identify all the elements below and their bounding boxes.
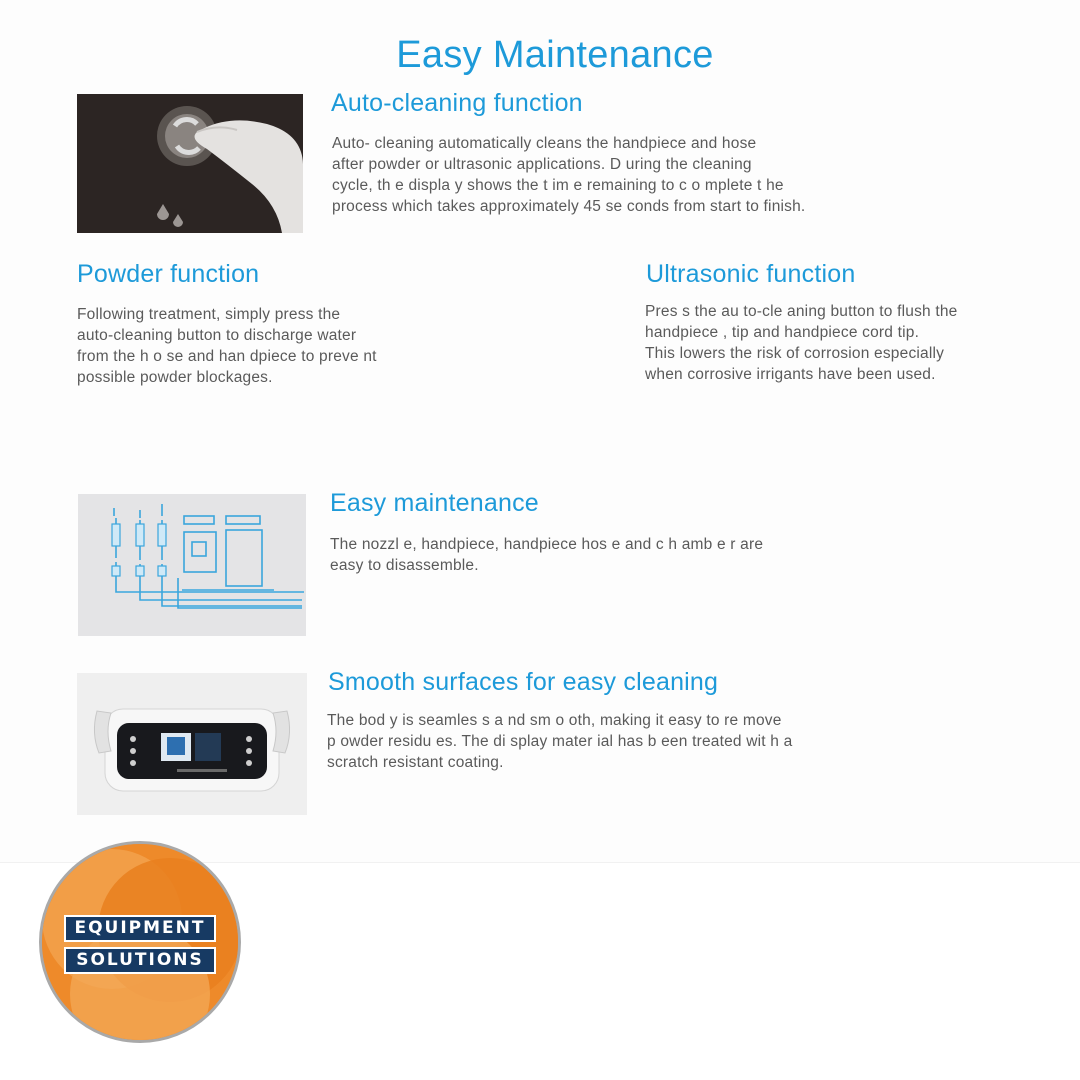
logo-text-solutions: SOLUTIONS bbox=[64, 947, 216, 974]
easy-maintenance-text: The nozzl e, handpiece, handpiece hos e and c h amb e r are easy to disassemble. bbox=[330, 536, 764, 574]
ultrasonic-heading: Ultrasonic function bbox=[646, 260, 856, 288]
page-title: Easy Maintenance bbox=[396, 34, 714, 76]
powder-heading: Powder function bbox=[77, 260, 260, 288]
auto-cleaning-text: Auto- cleaning automatically cleans the handpiece and hose after powder or ultrasonic applications. D uring the cleaning cycle, th e displa y shows the t im e remaining to c o mplete t he process which takes approximately 45 se conds from start to finish. bbox=[332, 135, 806, 215]
smooth-surfaces-text: The bod y is seamles s a nd sm o oth, making it easy to re move p owder residu es. The di splay mater ial has b een treated wit h a scratch resistant coating. bbox=[327, 712, 793, 771]
equipment-solutions-logo bbox=[39, 841, 241, 1043]
logo-text-equipment: EQUIPMENT bbox=[64, 915, 216, 942]
parts-diagram-image bbox=[78, 494, 306, 636]
powder-text: Following treatment, simply press the auto-cleaning button to discharge water from the h o se and han dpiece to preve nt possible powder blockages. bbox=[77, 306, 377, 386]
easy-maintenance-heading: Easy maintenance bbox=[330, 489, 539, 517]
logo-circles-icon bbox=[42, 844, 238, 1040]
auto-cleaning-image bbox=[77, 94, 303, 233]
ultrasonic-text: Pres s the au to-cle aning button to flush the handpiece , tip and handpiece cord tip. This lowers the risk of corrosion especially when corrosive irrigants have been used. bbox=[645, 303, 958, 383]
smooth-surfaces-heading: Smooth surfaces for easy cleaning bbox=[328, 668, 719, 696]
device-image bbox=[77, 673, 307, 815]
auto-cleaning-heading: Auto-cleaning function bbox=[331, 89, 583, 117]
